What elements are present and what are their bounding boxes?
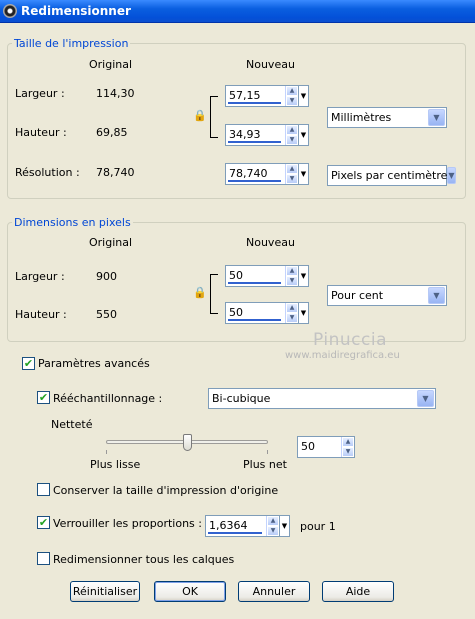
pixel-link-bracket xyxy=(210,274,218,314)
chevron-down-icon[interactable]: ▼ xyxy=(298,125,308,145)
print-resolution-spinner[interactable] xyxy=(225,163,309,185)
resample-method-select[interactable] xyxy=(208,388,436,409)
pixel-dimensions-legend: Dimensions en pixels xyxy=(14,216,131,229)
pixel-height-spinner[interactable] xyxy=(225,302,309,324)
window-title: Redimensionner xyxy=(21,4,131,18)
up-arrow-icon[interactable]: ▲ xyxy=(267,516,279,526)
print-height-spinner[interactable] xyxy=(225,124,309,146)
slider-tick xyxy=(267,450,268,454)
up-arrow-icon[interactable]: ▲ xyxy=(286,266,298,276)
down-arrow-icon[interactable]: ▼ xyxy=(286,135,298,145)
lock-ratio-checkbox[interactable]: ✔ xyxy=(38,516,49,529)
sharpness-value: 50 xyxy=(301,440,315,453)
print-height-original: 69,85 xyxy=(96,126,128,139)
pixel-width-label: Largeur : xyxy=(15,270,65,283)
up-arrow-icon[interactable]: ▲ xyxy=(286,164,298,174)
print-unit-select[interactable] xyxy=(327,107,447,128)
lock-ratio-label: Verrouiller les proportions : xyxy=(53,517,202,530)
reset-button[interactable]: Réinitialiser xyxy=(70,581,140,602)
print-height-value: 34,93 xyxy=(229,128,261,141)
chevron-down-icon[interactable]: ▼ xyxy=(417,390,434,407)
cancel-button[interactable]: Annuler xyxy=(238,581,310,602)
ratio-suffix: pour 1 xyxy=(300,520,336,533)
print-resolution-original: 78,740 xyxy=(96,166,135,179)
resize-all-layers-label: Redimensionner tous les calques xyxy=(53,553,235,566)
slider-min-label: Plus lisse xyxy=(90,458,141,471)
up-arrow-icon[interactable]: ▲ xyxy=(286,86,298,96)
print-width-label: Largeur : xyxy=(15,87,65,100)
down-arrow-icon[interactable]: ▼ xyxy=(286,174,298,184)
chevron-down-icon[interactable]: ▼ xyxy=(428,109,445,126)
print-resolution-value: 78,740 xyxy=(229,167,268,180)
title-bar[interactable] xyxy=(0,0,475,23)
watermark-name: Pinuccia xyxy=(313,330,387,350)
down-arrow-icon[interactable]: ▼ xyxy=(342,447,354,457)
advanced-checkbox[interactable]: ✔ xyxy=(23,357,34,370)
print-width-value: 57,15 xyxy=(229,89,261,102)
pixel-width-spinner[interactable] xyxy=(225,265,309,287)
sharpness-slider-thumb[interactable] xyxy=(183,434,192,451)
lock-icon: 🔒 xyxy=(193,286,207,299)
slider-max-label: Plus net xyxy=(243,458,287,471)
pixel-new-header: Nouveau xyxy=(246,236,295,249)
pixel-unit-value: Pour cent xyxy=(331,289,384,302)
chevron-down-icon[interactable]: ▼ xyxy=(298,303,308,323)
lock-icon: 🔒 xyxy=(193,109,207,122)
down-arrow-icon[interactable]: ▼ xyxy=(286,96,298,106)
ok-button[interactable]: OK xyxy=(154,581,226,602)
print-size-legend: Taille de l'impression xyxy=(14,37,129,50)
resize-all-layers-checkbox[interactable] xyxy=(37,552,50,565)
down-arrow-icon[interactable]: ▼ xyxy=(286,276,298,286)
resample-label: Rééchantillonnage : xyxy=(53,392,163,405)
keep-print-size-checkbox[interactable] xyxy=(37,483,50,496)
down-arrow-icon[interactable]: ▼ xyxy=(267,526,279,536)
down-arrow-icon[interactable]: ▼ xyxy=(286,313,298,323)
resample-method-value: Bi-cubique xyxy=(212,392,271,405)
resolution-unit-value: Pixels par centimètre xyxy=(331,169,448,182)
slider-tick xyxy=(106,450,107,454)
sharpness-spinner[interactable] xyxy=(297,436,355,458)
chevron-down-icon[interactable]: ▼ xyxy=(298,266,308,286)
ratio-spinner[interactable] xyxy=(205,515,290,537)
print-resolution-label: Résolution : xyxy=(15,166,80,179)
print-new-header: Nouveau xyxy=(246,58,295,71)
pixel-height-value: 50 xyxy=(229,306,243,319)
print-unit-value: Millimètres xyxy=(331,111,392,124)
sharpness-label: Netteté xyxy=(51,418,93,431)
up-arrow-icon[interactable]: ▲ xyxy=(342,437,354,447)
keep-print-size-label: Conserver la taille d'impression d'origine xyxy=(53,484,279,497)
chevron-down-icon[interactable]: ▼ xyxy=(298,86,308,106)
resample-checkbox[interactable]: ✔ xyxy=(38,391,49,404)
print-width-original: 114,30 xyxy=(96,87,135,100)
chevron-down-icon[interactable]: ▼ xyxy=(279,516,289,536)
pixel-original-header: Original xyxy=(89,236,133,249)
pixel-unit-select[interactable] xyxy=(327,285,447,306)
print-link-bracket xyxy=(210,96,218,138)
pixel-width-value: 50 xyxy=(229,269,243,282)
pixel-height-original: 550 xyxy=(96,308,117,321)
resolution-unit-select[interactable] xyxy=(327,165,455,186)
print-width-spinner[interactable] xyxy=(225,85,309,107)
help-button[interactable]: Aide xyxy=(322,581,394,602)
pixel-width-original: 900 xyxy=(96,270,117,283)
print-height-label: Hauteur : xyxy=(15,126,67,139)
up-arrow-icon[interactable]: ▲ xyxy=(286,303,298,313)
watermark-url: www.maidiregrafica.eu xyxy=(285,350,400,361)
print-original-header: Original xyxy=(89,58,133,71)
ratio-value: 1,6364 xyxy=(209,519,248,532)
chevron-down-icon[interactable]: ▼ xyxy=(428,287,445,304)
advanced-label: Paramètres avancés xyxy=(38,357,150,370)
pixel-height-label: Hauteur : xyxy=(15,308,67,321)
app-icon xyxy=(3,4,17,18)
up-arrow-icon[interactable]: ▲ xyxy=(286,125,298,135)
chevron-down-icon[interactable]: ▼ xyxy=(447,167,455,184)
chevron-down-icon[interactable]: ▼ xyxy=(298,164,308,184)
